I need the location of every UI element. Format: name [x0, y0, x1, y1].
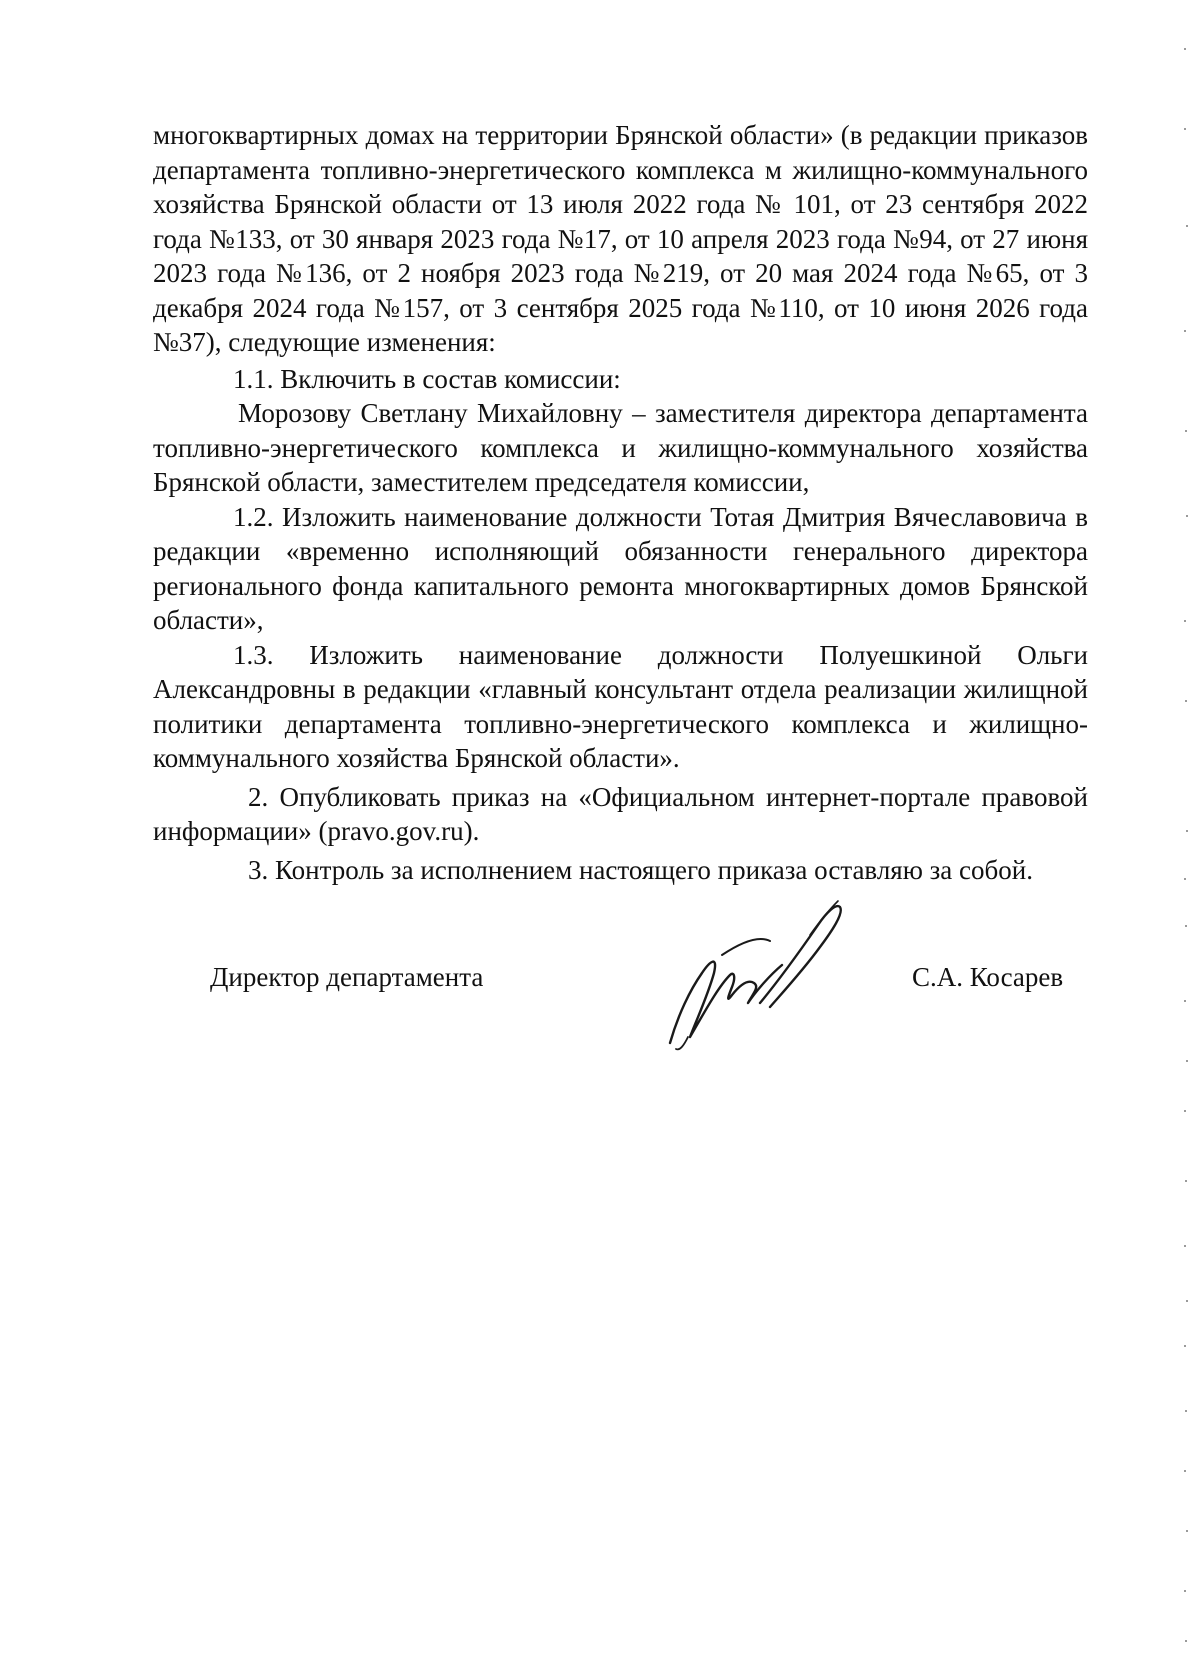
paragraph-item-2: 2. Опубликовать приказ на «Официальном интернет-портале правовой информации» (pravo.gov.ru). [153, 781, 1088, 846]
paragraph-item-1-2: 1.2. Изложить наименование должности Тотая Дмитрия Вячеславовича в редакции «временно исполняющий обязанности генерального директора регионального фонда капитального ремонта многоквартирных домов Брянской области», [153, 501, 1088, 635]
handwritten-signature [660, 895, 880, 1055]
paragraph-intro-continuation: многоквартирных домах на территории Брянской области» (в редакции приказов департамента топливно-энергетического комплекса м жилищно-коммунального хозяйства Брянской области от 13 июля 2022 года № 101, от 23 сентября 2022 года №133, от 30 января 2023 года №17, от 10 апреля 2023 года №94, от 27 июня 2023 года №136, от 2 ноября 2023 года №219, от 20 мая 2024 года №65, от 3 декабря 2024 года №157, от 3 сентября 2025 года №110, от 10 июня 2026 года №37), следующие изменения: [153, 120, 1088, 357]
paragraph-item-3: 3. Контроль за исполнением настоящего приказа оставляю за собой. [248, 854, 1033, 885]
paragraph-item-1-1: 1.1. Включить в состав комиссии: [233, 363, 621, 394]
paragraph-item-1-3: 1.3. Изложить наименование должности Полуешкиной Ольги Александровны в редакции «главный консультант отдела реализации жилищной политики департамента топливно-энергетического комплекса и жилищно-коммунального хозяйства Брянской области». [153, 639, 1088, 773]
paragraph-member-morozova: Морозову Светлану Михайловну – заместителя директора департамента топливно-энергетического комплекса и жилищно-коммунального хозяйства Брянской области, заместителем председателя комиссии, [153, 398, 1088, 497]
scan-edge-marks [1170, 0, 1200, 1674]
signature-block [0, 960, 1200, 1000]
signer-name: С.А. Косарев [912, 962, 1064, 992]
signer-title: Директор департамента [210, 962, 484, 992]
document-body [153, 118, 1088, 887]
